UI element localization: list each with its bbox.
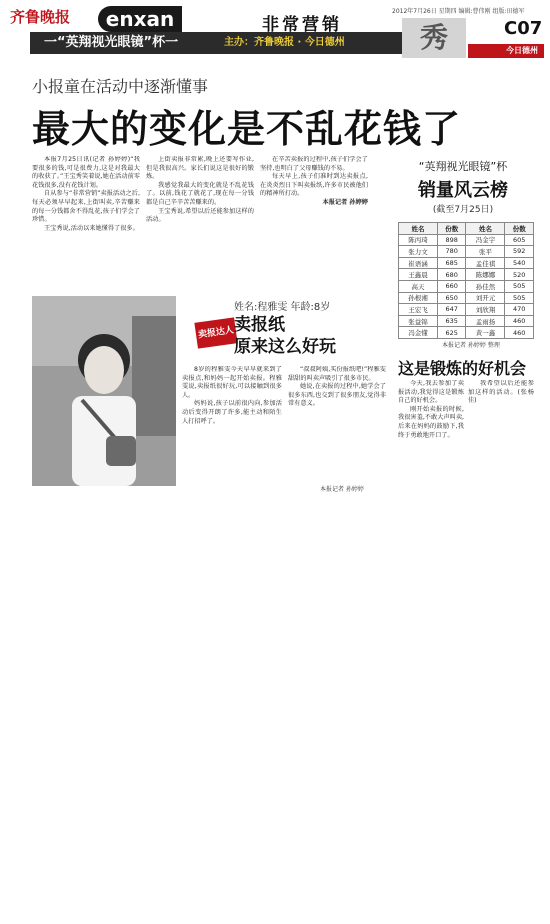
ranking-table-body xyxy=(399,234,534,338)
table-cell: 张益锦 xyxy=(399,315,438,327)
header-cell: 份数 xyxy=(505,223,534,235)
table-row xyxy=(399,234,534,246)
table-cell: 505 xyxy=(505,292,534,304)
table-cell: 505 xyxy=(505,280,534,292)
paragraph: 刚开始卖报的时候,我很害羞,不敢大声叫卖,后来在妈妈的鼓励下,我终于勇敢地开口了。 xyxy=(398,405,464,439)
paragraph: 在辛苦卖报的过程中,孩子们学会了坚持,也明白了父母赚钱的不易。 xyxy=(260,156,368,172)
table-cell: 张平 xyxy=(466,246,505,258)
feature-title-line-2: 原来这么好玩 xyxy=(234,337,336,357)
paragraph: 自从参与“非常营销”卖报活动之后,每天必须早早起来,上街叫卖,辛苦赚来的每一分钱都舍不得乱花,孩子们学会了珍惜。 xyxy=(32,190,140,224)
paragraph: 上街卖报非常累,晚上还要写作业,但是我很高兴。家长们说这是很好的锻炼。 xyxy=(146,156,254,181)
paragraph: 她说,在卖报的过程中,她学会了很多东西,也交到了很多朋友,觉得非常有意义。 xyxy=(288,383,386,408)
paragraph: “叔叔阿姨,买份报纸吧!”程雅雯甜甜的叫卖声吸引了很多市民。 xyxy=(288,366,386,382)
table-cell: 898 xyxy=(437,234,466,246)
table-row xyxy=(399,292,534,304)
table-cell: 王宏飞 xyxy=(399,304,438,316)
article-headline: 最大的变化是不乱花钱了 xyxy=(32,107,462,151)
paragraph: 本报7月25日讯(记者 孙婷婷)“我要很多的钱,可是很费力,这是对我最大的收获了。”王宝秀笑着说,她在活动前零花钱很多,没有花钱计划。 xyxy=(32,156,140,189)
date-line: 2012年7月26日 星期四 编辑:曹伟刚 组版:田德军 xyxy=(392,8,525,15)
feature-title xyxy=(234,314,336,358)
table-row xyxy=(399,280,534,292)
table-row xyxy=(399,246,534,258)
paragraph: 妈妈说,孩子以前很内向,参加活动后变得开朗了许多,能主动和陌生人打招呼了。 xyxy=(182,400,282,425)
article-column-1 xyxy=(32,156,140,288)
article-credit: 本报记者 孙婷婷 xyxy=(322,198,368,206)
photo-illustration xyxy=(32,296,176,486)
table-cell: 647 xyxy=(437,304,466,316)
paragraph: 今天,我去参加了卖报活动,我觉得这是锻炼自己的好机会。 xyxy=(398,380,464,405)
sidebar2-column-1 xyxy=(398,380,464,494)
table-cell: 孙根湘 xyxy=(399,292,438,304)
sidebar2-column-2 xyxy=(468,380,534,494)
table-cell: 592 xyxy=(505,246,534,258)
masthead xyxy=(6,4,544,58)
ranking-title: 销量风云榜 xyxy=(418,180,508,201)
sidebar2-title: 这是锻炼的好机会 xyxy=(398,359,527,378)
table-cell: 460 xyxy=(505,327,534,339)
table-row xyxy=(399,315,534,327)
feature-tag: 卖报达人 xyxy=(194,317,237,348)
paragraph: 我感觉我最大的变化就是不乱花钱了。以前,钱花了就花了,现在每一分钱都是自己辛辛苦苦赚来的。 xyxy=(146,181,254,206)
girl-photo xyxy=(32,296,176,486)
cup-name: 一“英翔视光眼镜”杯一 xyxy=(44,35,179,50)
feature-credit: 本报记者 孙婷婷 xyxy=(320,486,364,493)
table-row xyxy=(399,327,534,339)
table-cell: 孙佳然 xyxy=(466,280,505,292)
table-cell: 张力文 xyxy=(399,246,438,258)
table-cell: 470 xyxy=(505,304,534,316)
table-row xyxy=(399,269,534,281)
table-cell: 刘开元 xyxy=(466,292,505,304)
big-character-graphic: 秀 xyxy=(402,18,466,58)
table-cell: 780 xyxy=(437,246,466,258)
feature-column-1 xyxy=(182,366,282,484)
section-name: 今日德州 xyxy=(506,46,538,55)
brand-logo: enxan xyxy=(98,6,182,32)
feature-name-line: 姓名:程雅雯 年龄:8岁 xyxy=(234,302,331,313)
table-cell: 陈丙琦 xyxy=(399,234,438,246)
table-cell: 685 xyxy=(437,257,466,269)
paragraph: 8岁的程雅雯今天早早就来到了卖报点,和妈妈一起开始卖报。程雅雯说,卖报纸很好玩,可以接触到很多人。 xyxy=(182,366,282,399)
table-row xyxy=(399,257,534,269)
table-cell: 孟雨扬 xyxy=(466,315,505,327)
feature-title-line-1: 卖报纸 xyxy=(234,315,285,335)
ranking-credit: 本报记者 孙婷婷 整理 xyxy=(442,342,500,349)
table-cell: 黄一鑫 xyxy=(466,327,505,339)
table-cell: 660 xyxy=(437,280,466,292)
newspaper-logo: 齐鲁晚报 xyxy=(10,8,71,26)
table-cell: 孟佳祺 xyxy=(466,257,505,269)
sponsor-line: 主办：齐鲁晚报 · 今日德州 xyxy=(224,37,345,48)
table-cell: 高天 xyxy=(399,280,438,292)
table-cell: 635 xyxy=(437,315,466,327)
newspaper-page xyxy=(6,4,544,500)
paragraph: 我希望以后还能参加这样的活动。(张杨佳) xyxy=(468,380,534,405)
ranking-date: (截至7月25日) xyxy=(432,205,494,215)
header-cell: 姓名 xyxy=(399,223,438,235)
table-cell: 650 xyxy=(437,292,466,304)
feature-column-2 xyxy=(288,366,386,484)
table-cell: 冯金懂 xyxy=(399,327,438,339)
paragraph: 每天早上,孩子们准时到达卖报点,在炎炎烈日下叫卖报纸,许多市民被他们的精神所打动。 xyxy=(260,173,368,198)
ranking-table xyxy=(398,222,534,339)
table-cell: 520 xyxy=(505,269,534,281)
table-cell: 540 xyxy=(505,257,534,269)
table-cell: 陈娜娜 xyxy=(466,269,505,281)
header-cell: 份数 xyxy=(437,223,466,235)
article-subheading: 小报童在活动中逐渐懂事 xyxy=(32,77,209,96)
table-cell: 460 xyxy=(505,315,534,327)
table-cell: 刘欣翔 xyxy=(466,304,505,316)
page-number: C07 xyxy=(504,18,543,39)
table-cell: 625 xyxy=(437,327,466,339)
ranking-cup-title: “英翔视光眼镜”杯 xyxy=(418,160,508,173)
table-cell: 王鑫晨 xyxy=(399,269,438,281)
paragraph: 王宝秀说,希望以后还能参加这样的活动。 xyxy=(146,207,254,224)
table-cell: 605 xyxy=(505,234,534,246)
paragraph: 王宝秀说,活动以来她懂得了很多。 xyxy=(44,224,139,232)
header-cell: 姓名 xyxy=(466,223,505,235)
table-row xyxy=(399,304,534,316)
table-header-row xyxy=(399,223,534,235)
column-name: 非常营销 xyxy=(262,15,342,35)
table-cell: 崔语涵 xyxy=(399,257,438,269)
table-cell: 680 xyxy=(437,269,466,281)
article-column-2 xyxy=(146,156,254,288)
table-cell: 冯金宇 xyxy=(466,234,505,246)
article-column-3 xyxy=(260,156,368,288)
